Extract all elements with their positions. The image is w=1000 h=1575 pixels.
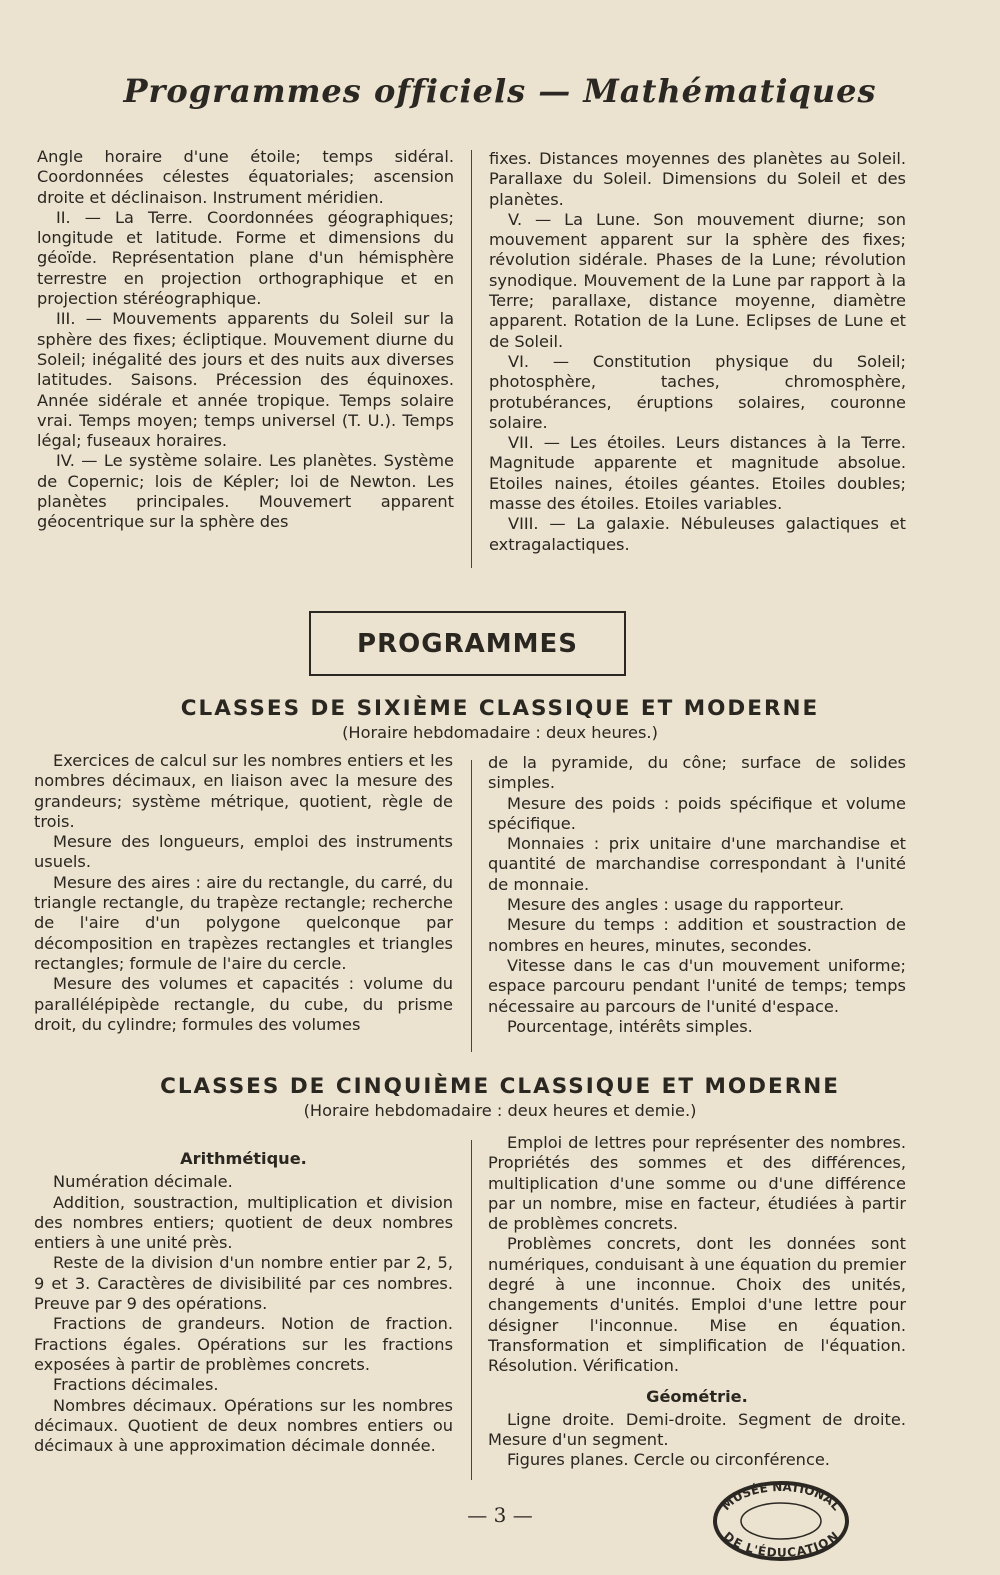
section-subtitle-cinquieme: (Horaire hebdomadaire : deux heures et demie.) [303, 1101, 697, 1120]
subheading-arithmetique: Arithmétique. [180, 1149, 307, 1168]
paragraph: Fractions décimales. [53, 1375, 219, 1395]
paragraph: Nombres décimaux. Opérations sur les nombres décimaux. Quotient de deux nombres entiers ou décimaux à une approximation décimale donnée. [34, 1395, 453, 1456]
paragraph: de la pyramide, du cône; surface de solides simples. [488, 753, 906, 793]
paragraph: VI. — Constitution physique du Soleil; photosphère, taches, chromosphère, protubérances, éruptions solaires, couronne solaire. [489, 351, 906, 432]
paragraph: Mesure des longueurs, emploi des instruments usuels. [34, 832, 453, 872]
paragraph: Emploi de lettres pour représenter des nombres. Propriétés des sommes et des différences, multiplication d'une somme ou d'une différence par un nombre, mise en facteur, étudiées à partir de problèmes concrets. [488, 1133, 906, 1234]
paragraph: Addition, soustraction, multiplication et division des nombres entiers; quotient de deux nombres entiers à une unité près. [34, 1192, 453, 1253]
paragraph: Mesure des angles : usage du rapporteur. [507, 895, 845, 915]
museum-stamp-icon [710, 1478, 852, 1564]
paragraph: Reste de la division d'un nombre entier par 2, 5, 9 et 3. Caractères de divisibilité par ces nombres. Preuve par 9 des opérations. [34, 1253, 453, 1314]
paragraph: Monnaies : prix unitaire d'une marchandise et quantité de marchandise correspondant à l'unité de monnaie. [488, 834, 906, 894]
paragraph: VII. — Les étoiles. Leurs distances à la Terre. Magnitude apparente et magnitude absolue. Etoiles naines, étoiles géantes. Etoiles doubles; masse des étoiles. Etoiles variables. [489, 433, 906, 514]
programmes-box: PROGRAMMES [309, 611, 626, 676]
column-divider [471, 760, 472, 1052]
paragraph: Fractions de grandeurs. Notion de fraction. Fractions égales. Opérations sur les fractions exposées à partir de problèmes concrets. [34, 1314, 453, 1374]
paragraph: III. — Mouvements apparents du Soleil sur la sphère des fixes; écliptique. Mouvement diurne du Soleil; inégalité des jours et des nuits aux diverses latitudes. Saisons. Précession des équinoxes. Année sidérale et année tropique. Temps solaire vrai. Temps moyen; temps universel (T. U.). Temps légal; fuseaux horaires. [37, 309, 454, 451]
sixieme-right-column [488, 753, 906, 1037]
paragraph: Numération décimale. [53, 1172, 233, 1192]
page-number: — 3 — [467, 1503, 533, 1527]
column-divider [471, 150, 472, 568]
cinquieme-right-column [488, 1133, 906, 1471]
svg-text:MUSÉE NATIONAL [719, 1480, 844, 1514]
paragraph: II. — La Terre. Coordonnées géographiques; longitude et latitude. Forme et dimensions du géoïde. Représentation plane d'un hémisphère terrestre en projection orthographique et en projection stéréographique. [37, 207, 454, 309]
paragraph: Angle horaire d'une étoile; temps sidéral. Coordonnées célestes équatoriales; ascension droite et déclinaison. Instrument méridien. [37, 147, 454, 207]
stamp-bottom-text: DE L'ÉDUCATION [720, 1529, 842, 1560]
paragraph: Mesure des volumes et capacités : volume du parallélépipède rectangle, du cube, du prisme droit, du cylindre; formules des volumes [34, 974, 453, 1034]
paragraph: Mesure du temps : addition et soustraction de nombres en heures, minutes, secondes. [488, 915, 906, 955]
section-subtitle-sixieme: (Horaire hebdomadaire : deux heures.) [342, 723, 658, 742]
top-right-column [489, 149, 906, 555]
cinquieme-left-column [34, 1149, 453, 1456]
column-divider [471, 1140, 472, 1480]
top-left-column [37, 147, 454, 533]
paragraph: IV. — Le système solaire. Les planètes. Système de Copernic; lois de Képler; loi de Newton. Les planètes principales. Mouvemert apparent géocentrique sur la sphère des [37, 451, 454, 532]
section-title-sixieme: CLASSES DE SIXIÈME CLASSIQUE ET MODERNE [180, 696, 820, 721]
paragraph: Vitesse dans le cas d'un mouvement uniforme; espace parcouru pendant l'unité de temps; temps nécessaire au parcours de l'unité d'espace. [488, 955, 906, 1016]
paragraph: Exercices de calcul sur les nombres entiers et les nombres décimaux, en liaison avec la mesure des grandeurs; système métrique, quotient, règle de trois. [34, 751, 453, 831]
stamp-top-text: MUSÉE NATIONAL [718, 1479, 844, 1514]
paragraph: Mesure des poids : poids spécifique et volume spécifique. [488, 793, 906, 833]
svg-text:DE L'ÉDUCATION [721, 1529, 842, 1560]
subheading-geometrie: Géométrie. [646, 1386, 748, 1406]
paragraph: Figures planes. Cercle ou circonférence. [507, 1450, 830, 1470]
paragraph: Pourcentage, intérêts simples. [507, 1016, 753, 1036]
section-title-cinquieme: CLASSES DE CINQUIÈME CLASSIQUE ET MODERNE [160, 1074, 840, 1099]
page-header-title: Programmes officiels — Mathématiques [123, 72, 877, 110]
paragraph: Ligne droite. Demi-droite. Segment de droite. Mesure d'un segment. [488, 1409, 906, 1450]
paragraph: VIII. — La galaxie. Nébuleuses galactiques et extragalactiques. [489, 514, 906, 554]
paragraph: V. — La Lune. Son mouvement diurne; son mouvement apparent sur la sphère des fixes; révolution sidérale. Phases de la Lune; révolution synodique. Mouvement de la Lune par rapport à la Terre; parallaxe, distance moyenne, diamètre apparent. Rotation de la Lune. Eclipses de Lune et de Soleil. [489, 209, 906, 351]
paragraph: Mesure des aires : aire du rectangle, du carré, du triangle rectangle, du trapèze rectangle; recherche de l'aire d'un polygone quelconque par décomposition en trapèzes rectangles et triangles rectangles; formule de l'aire du cercle. [34, 872, 453, 973]
sixieme-left-column [34, 751, 453, 1035]
paragraph: Problèmes concrets, dont les données sont numériques, conduisant à une équation du premier degré à une inconnue. Choix des unités, changements d'unités. Emploi d'une lettre pour désigner l'inconnue. Mise en équation. Transformation et simplification de l'équation. Résolution. Vérification. [488, 1234, 906, 1376]
paragraph: fixes. Distances moyennes des planètes au Soleil. Parallaxe du Soleil. Dimensions du Soleil et des planètes. [489, 149, 906, 209]
